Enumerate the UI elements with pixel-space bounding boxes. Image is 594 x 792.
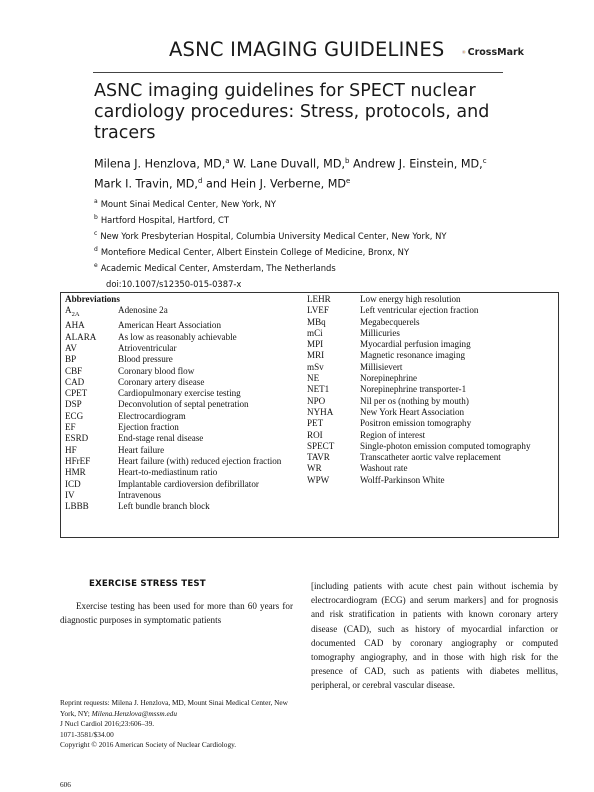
abbreviation-definition: Norepinephrine bbox=[360, 373, 418, 384]
author-affiliation-mark: d bbox=[197, 176, 203, 185]
abbreviation-row bbox=[65, 320, 305, 331]
abbreviation-term: MBq bbox=[307, 316, 326, 327]
affiliation-mark: b bbox=[94, 214, 98, 221]
author-name: Mark I. Travin, MD, bbox=[94, 177, 198, 191]
abbreviation-row bbox=[307, 452, 553, 463]
abbreviation-row bbox=[65, 479, 305, 490]
abbreviation-row bbox=[65, 305, 305, 320]
abbreviation-row bbox=[307, 441, 553, 452]
abbreviation-term: MPI bbox=[307, 339, 324, 350]
footnote bbox=[60, 698, 296, 751]
crossmark-icon bbox=[462, 41, 466, 63]
abbreviation-definition: Single-photon emission computed tomography bbox=[360, 440, 531, 451]
abbreviation-term: LVEF bbox=[307, 305, 329, 316]
abbreviation-term: TAVR bbox=[307, 452, 330, 463]
abbreviation-row bbox=[65, 456, 305, 467]
section-heading: EXERCISE STRESS TEST bbox=[89, 579, 206, 589]
affiliation-item bbox=[94, 243, 447, 259]
abbreviation-row bbox=[65, 377, 305, 388]
copyright: Copyright © 2016 American Society of Nuclear Cardiology. bbox=[60, 740, 237, 750]
affiliation-list bbox=[94, 195, 447, 275]
abbreviation-term: CPET bbox=[65, 388, 88, 399]
abbreviation-term: CBF bbox=[65, 365, 83, 376]
abbreviation-definition: Blood pressure bbox=[118, 354, 173, 365]
abbreviation-row bbox=[307, 350, 553, 361]
abbreviation-row bbox=[307, 407, 553, 418]
abbreviation-definition: Megabecquerels bbox=[360, 316, 420, 327]
abbreviation-term: mCi bbox=[307, 327, 323, 338]
abbreviation-row bbox=[307, 328, 553, 339]
abbreviation-definition: Heart failure bbox=[118, 444, 165, 455]
abbreviation-row bbox=[307, 396, 553, 407]
abbreviation-row bbox=[307, 305, 553, 316]
abbreviation-definition: Transcatheter aortic valve replacement bbox=[360, 452, 501, 463]
abbreviation-definition: As low as reasonably achievable bbox=[118, 331, 237, 342]
crossmark-label: CrossMark bbox=[467, 46, 524, 58]
affiliation-item bbox=[94, 195, 447, 211]
abbreviation-term: ESRD bbox=[65, 433, 89, 444]
abbreviation-row bbox=[65, 433, 305, 444]
abbreviation-definition: Cardiopulmonary exercise testing bbox=[118, 388, 241, 399]
abbreviation-definition: Region of interest bbox=[360, 429, 426, 440]
abbreviation-definition: Atrioventricular bbox=[118, 343, 177, 353]
affiliation-text: Montefiore Medical Center, Albert Einstein College of Medicine, Bronx, NY bbox=[100, 246, 410, 257]
abbreviation-term: ICD bbox=[65, 478, 81, 489]
affiliation-text: New York Presbyterian Hospital, Columbia University Medical Center, New York, NY bbox=[100, 230, 447, 241]
abbreviation-term: ALARA bbox=[65, 331, 97, 342]
body-paragraph-right: [including patients with acute chest pain without ischemia by electrocardiogram (ECG) and serum markers] and for prognosis and risk stratification in patients with known coronary artery disease (CAD), such as history of myocardial infarction or documented CAD by coronary angiography or computed tomography angiography, and in those with high risk for the presence of CAD, such as patients with diabetes mellitus, peripheral, or cerebral vascular disease. bbox=[311, 581, 558, 691]
abbreviation-definition: Millisievert bbox=[360, 361, 403, 372]
affiliation-item bbox=[94, 259, 447, 275]
abbreviation-definition: Implantable cardioversion defibrillator bbox=[118, 478, 259, 489]
abbreviation-term: ECG bbox=[65, 410, 84, 421]
abbreviation-term: NET1 bbox=[307, 384, 330, 395]
affiliation-item bbox=[94, 211, 447, 227]
abbreviation-definition: Nil per os (nothing by mouth) bbox=[360, 395, 469, 406]
abbreviation-term: mSv bbox=[307, 361, 324, 372]
abbreviation-term: PET bbox=[307, 418, 324, 429]
abbreviation-row bbox=[65, 501, 305, 512]
abbreviation-definition: Magnetic resonance imaging bbox=[360, 350, 466, 361]
affiliation-mark: c bbox=[94, 230, 98, 237]
abbreviation-row bbox=[65, 422, 305, 433]
abbreviation-row bbox=[65, 388, 305, 399]
author-name: Andrew J. Einstein, MD, bbox=[353, 157, 483, 171]
affiliation-mark: a bbox=[94, 198, 98, 205]
abbreviations-box bbox=[60, 292, 559, 538]
abbreviation-term: NYHA bbox=[307, 406, 334, 417]
abbreviation-row bbox=[307, 317, 553, 328]
abbreviation-definition: Positron emission tomography bbox=[360, 418, 472, 429]
abbreviation-definition: End-stage renal disease bbox=[118, 433, 204, 444]
abbreviation-definition: Heart failure (with) reduced ejection fraction bbox=[118, 455, 282, 466]
abbreviation-term: NE bbox=[307, 373, 320, 384]
reprint-request bbox=[60, 698, 296, 719]
abbreviation-row bbox=[65, 490, 305, 501]
abbreviation-term: NPO bbox=[307, 395, 326, 406]
author-affiliation-mark: a bbox=[225, 157, 230, 165]
crossmark-badge[interactable] bbox=[462, 40, 524, 64]
abbreviation-row bbox=[307, 463, 553, 474]
doi-link[interactable]: doi:10.1007/s12350-015-0387-x bbox=[106, 279, 242, 289]
affiliation-text: Hartford Hospital, Hartford, CT bbox=[100, 214, 229, 225]
abbreviation-row bbox=[307, 418, 553, 429]
body-paragraph-left: Exercise testing has been used for more than 60 years for diagnostic purposes in symptomatic patients bbox=[60, 601, 293, 626]
abbreviation-definition: Electrocardiogram bbox=[118, 410, 186, 421]
author-affiliation-mark: c bbox=[482, 157, 487, 165]
article-title: ASNC imaging guidelines for SPECT nuclear cardiology procedures: Stress, protocols, and tracers bbox=[94, 81, 490, 143]
abbreviation-row bbox=[307, 430, 553, 441]
abbreviation-definition: Ejection fraction bbox=[118, 422, 179, 433]
abbreviation-term: AHA bbox=[65, 320, 85, 331]
abbreviation-term: LEHR bbox=[307, 294, 331, 304]
abbreviation-definition: Coronary blood flow bbox=[118, 365, 195, 376]
abbreviation-row bbox=[65, 332, 305, 343]
abbreviation-definition: Myocardial perfusion imaging bbox=[360, 339, 471, 350]
abbreviation-row bbox=[65, 445, 305, 456]
abbreviation-term: HMR bbox=[65, 467, 86, 478]
abbreviation-term: AV bbox=[65, 343, 77, 353]
section-header: ASNC IMAGING GUIDELINES bbox=[169, 38, 445, 61]
affiliation-text: Academic Medical Center, Amsterdam, The Netherlands bbox=[100, 262, 336, 273]
author-list bbox=[94, 153, 524, 192]
abbreviation-definition: New York Heart Association bbox=[360, 406, 465, 417]
abbreviation-term: $A_{2A}$ bbox=[65, 305, 80, 319]
affiliation-mark: d bbox=[94, 246, 98, 253]
affiliation-mark: e bbox=[94, 262, 98, 269]
abbreviation-term: ROI bbox=[307, 429, 323, 440]
abbreviation-term: EF bbox=[65, 422, 76, 433]
abbreviation-row bbox=[65, 399, 305, 410]
author-name: W. Lane Duvall, MD, bbox=[233, 157, 345, 171]
abbreviation-term: IV bbox=[65, 489, 75, 500]
abbreviation-row bbox=[307, 373, 553, 384]
abbreviation-definition: Norepinephrine transporter-1 bbox=[360, 384, 467, 395]
abbreviation-definition: Low energy high resolution bbox=[360, 294, 461, 304]
reprint-email[interactable]: Milena.Henzlova@mssm.edu bbox=[91, 708, 177, 718]
abbreviation-term: HF bbox=[65, 444, 77, 455]
abbreviation-definition: Deconvolution of septal penetration bbox=[118, 399, 249, 410]
abbreviation-row bbox=[307, 339, 553, 350]
abbreviation-row bbox=[307, 384, 553, 395]
abbreviations-heading: Abbreviations bbox=[65, 294, 120, 304]
abbreviation-row bbox=[307, 362, 553, 373]
abbreviation-definition: Adenosine 2a bbox=[118, 305, 168, 316]
abbreviation-row bbox=[65, 467, 305, 478]
abbreviation-definition: Washout rate bbox=[360, 463, 408, 474]
journal-citation: J Nucl Cardiol 2016;23:606–39. bbox=[60, 719, 155, 729]
abbreviation-term: WPW bbox=[307, 474, 330, 485]
author-name: and Hein J. Verberne, MD bbox=[205, 177, 347, 191]
abbreviation-term: HFrEF bbox=[65, 455, 91, 466]
abbreviation-definition: Coronary artery disease bbox=[118, 376, 205, 387]
author-name: Milena J. Henzlova, MD, bbox=[94, 157, 226, 171]
abbreviation-term: SPECT bbox=[307, 440, 335, 451]
abbreviation-row bbox=[65, 411, 305, 422]
reprint-text: Reprint requests: Milena J. Henzlova, MD, Mount Sinai Medical Center, New York, NY; bbox=[60, 698, 288, 718]
abbreviation-term: DSP bbox=[65, 399, 82, 410]
affiliation-text: Mount Sinai Medical Center, New York, NY bbox=[100, 198, 276, 209]
abbreviation-definition: Left ventricular ejection fraction bbox=[360, 305, 479, 316]
abbreviation-term: WR bbox=[307, 463, 322, 474]
abbreviation-definition: Millicuries bbox=[360, 327, 400, 338]
abbreviation-term: CAD bbox=[65, 376, 85, 387]
abbreviation-row bbox=[65, 366, 305, 377]
author-affiliation-mark: e bbox=[346, 176, 351, 185]
abbreviation-term: BP bbox=[65, 354, 77, 365]
header-rule bbox=[93, 72, 503, 73]
abbreviation-definition: Left bundle branch block bbox=[118, 501, 210, 512]
abbreviation-definition: Wolff-Parkinson White bbox=[360, 474, 445, 485]
abbreviation-term: MRI bbox=[307, 350, 325, 361]
abbreviation-row bbox=[65, 354, 305, 365]
author-affiliation-mark: b bbox=[345, 157, 350, 165]
abbreviations-right-column bbox=[307, 294, 553, 486]
abbreviation-row bbox=[307, 475, 553, 486]
affiliation-item bbox=[94, 227, 447, 243]
abbreviation-definition: Intravenous bbox=[118, 489, 161, 500]
abbreviation-row bbox=[307, 294, 553, 305]
page-number: 606 bbox=[60, 780, 71, 789]
abbreviation-term: LBBB bbox=[65, 501, 89, 512]
abbreviations-left-column bbox=[65, 294, 305, 512]
abbreviation-row bbox=[65, 343, 305, 354]
abbreviation-definition: Heart-to-mediastinum ratio bbox=[118, 467, 218, 478]
abbreviation-definition: American Heart Association bbox=[118, 320, 222, 331]
issn: 1071-3581/$34.00 bbox=[60, 729, 114, 739]
